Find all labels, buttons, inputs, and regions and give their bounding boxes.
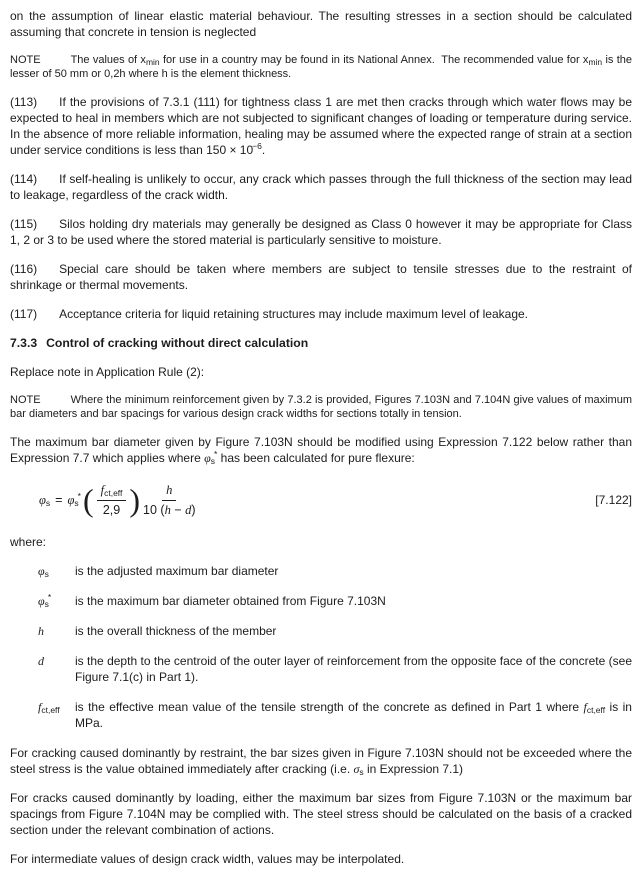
equals-sign: =: [55, 493, 63, 507]
paragraph-115: (115) Silos holding dry materials may generally be designed as Class 0 however it may be appropriate for Class 1, 2 or 3 to be used where the stored material is particularly sensitive to moisture.: [10, 217, 632, 247]
interpolation-paragraph: For intermediate values of design crack width, values may be interpolated.: [10, 852, 405, 866]
fraction-h-over-10hd: [143, 483, 195, 518]
note-xmin: NOTE The values of $x_{min}$ for use in a country may be found in its National Annex. The recommended value for $x_{min}$ is the lesser of 50 mm or 0,2h where h is the element thickness.: [10, 54, 633, 80]
fraction-numerator: $f_{ct,eff}$: [97, 483, 127, 501]
definition-text: is the depth to the centroid of the outer layer of reinforcement from the opposite face of the concrete (see Figure 7.1(c) in Part 1).: [75, 654, 632, 684]
intro-paragraph: on the assumption of linear elastic material behaviour. The resulting stresses in a section should be calculated assuming that concrete in tension is neglected: [10, 9, 632, 39]
definition-row-phi-s: [10, 563, 632, 579]
note-figures: NOTE Where the minimum reinforcement given by 7.3.2 is provided, Figures 7.103N and 7.104N give values of maximum bar diameters and bar spacings for various design crack widths for sections totally in tension.: [10, 394, 632, 420]
equation-7-122: [10, 479, 632, 521]
restraint-paragraph: For cracking caused dominantly by restraint, the bar sizes given in Figure 7.103N should not be exceeded where the steel stress is the value obtained immediately after cracking (i.e. $\sigma_s$ in Expression 7.1): [10, 746, 632, 777]
close-paren: ): [129, 482, 141, 518]
definition-text: is the adjusted maximum bar diameter: [75, 564, 279, 578]
definition-list: [10, 563, 632, 731]
open-paren: (: [82, 482, 94, 518]
symbol-phi-s-star: $\varphi_s^*$: [38, 592, 52, 609]
definition-text: is the overall thickness of the member: [75, 624, 277, 638]
paragraph-114: (114) If self-healing is unlikely to occur, any crack which passes through the full thickness of the section may lead to leakage, regardless of the crack width.: [10, 172, 632, 202]
symbol-h: h: [38, 624, 44, 638]
fraction-numerator: h: [162, 483, 176, 501]
where-label: where:: [10, 535, 47, 549]
paragraph-117: (117) Acceptance criteria for liquid retaining structures may include maximum level of leakage.: [10, 307, 529, 321]
fraction-fcteff-over-29: [97, 483, 127, 517]
paragraph-113: (113) If the provisions of 7.3.1 (111) for tightness class 1 are met then cracks through which water flows may be expected to heal in members which are not subjected to significant changes of loading or temperature during service. In the absence of more reliable information, healing may be assumed where the expected range of strain at a section under service conditions is less than $150 \times 10^{-6}$.: [10, 95, 632, 157]
definition-row-phi-s-star: [10, 593, 632, 609]
symbol-d: d: [38, 654, 44, 668]
replace-note-line: Replace note in Application Rule (2):: [10, 365, 205, 379]
fraction-denominator: 2,9: [102, 503, 121, 517]
max-bar-diameter-paragraph: The maximum bar diameter given by Figure 7.103N should be modified using Expression 7.122 below rather than Expression 7.7 which applies where $\varphi_s^*$ has been calculated for pure flexure:: [10, 435, 632, 466]
symbol-phi-s: $\varphi_s$: [38, 564, 49, 579]
definition-row-fcteff: [10, 699, 632, 731]
definition-row-d: [10, 653, 632, 685]
symbol-fcteff: $f_{ct,eff}$: [38, 700, 60, 715]
section-heading-7-3-3: 7.3.3 Control of cracking without direct calculation: [10, 336, 309, 350]
equation-number: [7.122]: [595, 493, 632, 507]
definition-row-h: [10, 623, 632, 639]
fraction-denominator: 10 (h − d): [143, 502, 196, 517]
definition-text: is the maximum bar diameter obtained from Figure 7.103N: [75, 594, 386, 608]
paragraph-116: (116) Special care should be taken where members are subject to tensile stresses due to the restraint of shrinkage or thermal movements.: [10, 262, 632, 292]
loading-paragraph: For cracks caused dominantly by loading, either the maximum bar sizes from Figure 7.103N or the maximum bar spacings from Figure 7.104N may be complied with. The steel stress should be calculated on the basis of a cracked section under the relevant combination of actions.: [10, 791, 632, 837]
definition-text: is the effective mean value of the tensile strength of the concrete as defined in Part 1 where $f_{ct,eff}$ is in MPa.: [75, 700, 632, 730]
phi-s-lhs: $\varphi_s$: [39, 492, 51, 508]
equation-body: [38, 483, 198, 518]
phi-s-star: $\varphi_s^*$: [67, 490, 81, 508]
